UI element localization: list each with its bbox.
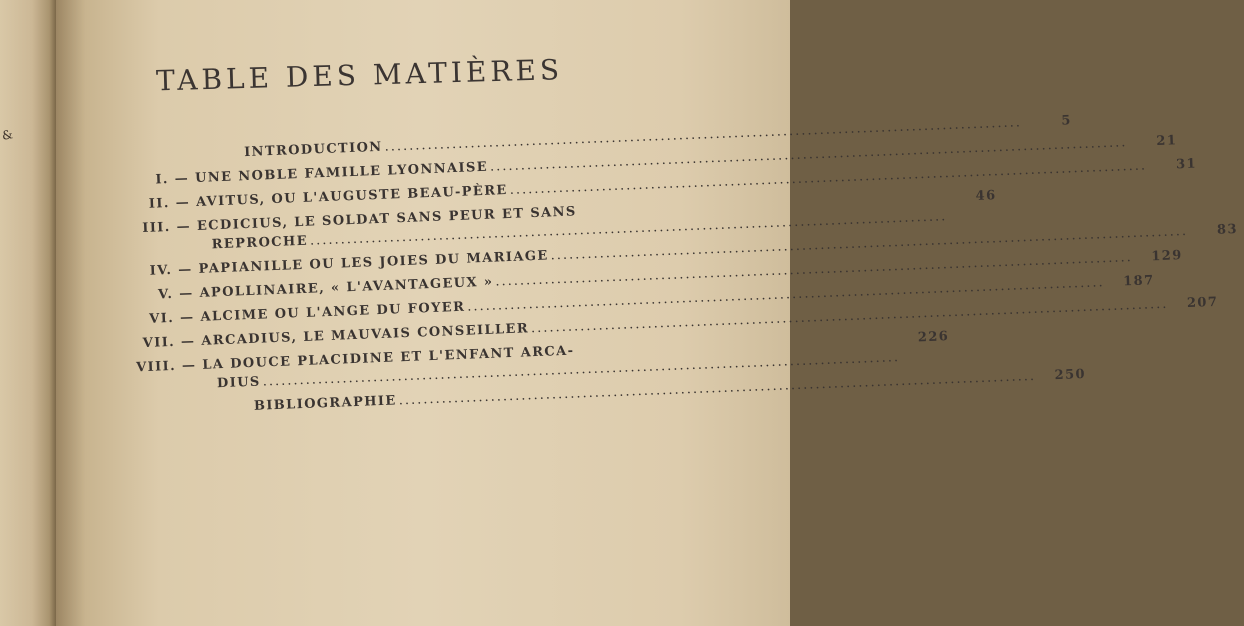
toc-entry-number: IV. — [149, 262, 193, 279]
toc-entry-label: APOLLINAIRE, « L'AVANTAGEUX » [199, 274, 494, 301]
toc-entry-label: ARCADIUS, LE MAUVAIS CONSEILLER [201, 321, 530, 349]
toc-entry-number: I. — [155, 171, 190, 188]
toc-entry-label: BIBLIOGRAPHIE [253, 393, 397, 414]
toc-entry-number: VIII. — [135, 358, 197, 376]
toc-entry-page: 5 [1061, 113, 1073, 129]
toc-entry-page: 21 [1156, 133, 1178, 150]
toc-entry-number [116, 158, 194, 161]
toc-entry-label: UNE NOBLE FAMILLE LYONNAISE [194, 159, 489, 186]
margin-mark: & [0, 127, 14, 143]
toc-entry-label: INTRODUCTION [243, 139, 383, 161]
toc-entry-page: 83 [1216, 221, 1239, 238]
toc-entry-page: 207 [1186, 294, 1219, 311]
toc-entry-number: V. — [157, 286, 194, 303]
table-of-contents [116, 113, 1239, 428]
toc-entry-number: VII. — [142, 334, 196, 352]
toc-entry-label: ALCIME OU L'ANGE DU FOYER [200, 299, 466, 325]
toc-entry-label: LA DOUCE PLACIDINE ET L'ENFANT ARCA- [202, 343, 575, 373]
toc-entry-label: PAPIANILLE OU LES JOIES DU MARIAGE [198, 248, 549, 277]
left-page [0, 0, 58, 626]
toc-entry-number: VI. — [149, 310, 195, 327]
page-title: TABLE DES MATIÈRES [155, 53, 564, 98]
toc-entry-label-continued: REPROCHE [211, 233, 309, 253]
toc-entry-page: 129 [1151, 248, 1183, 265]
toc-entry-number: II. — [148, 195, 191, 212]
toc-entry-page: 226 [917, 329, 950, 346]
toc-entry-page: 31 [1175, 156, 1198, 173]
toc-entry-label-continued: DIUS [216, 374, 261, 392]
right-page [56, 0, 1239, 626]
toc-entry-number: III. — [142, 219, 192, 237]
toc-entry-page: 187 [1122, 273, 1155, 290]
toc-entry-label: ECDICIUS, LE SOLDAT SANS PEUR ET SANS [196, 204, 577, 234]
toc-entry-page: 46 [975, 188, 997, 205]
toc-entry-page: 250 [1054, 366, 1087, 384]
toc-entry-number [126, 412, 204, 415]
toc-entry-label: AVITUS, OU L'AUGUSTE BEAU-PÈRE [195, 182, 508, 210]
